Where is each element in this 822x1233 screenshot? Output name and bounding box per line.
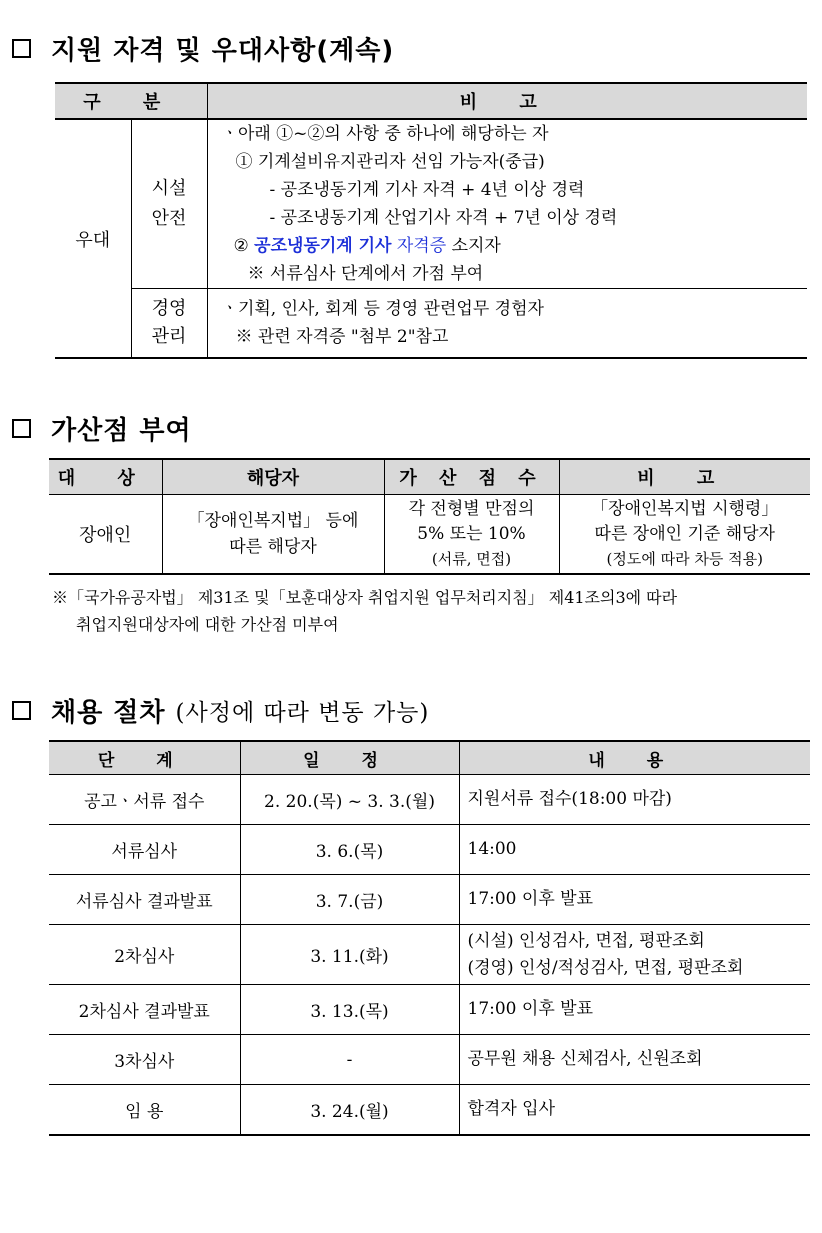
content-line: (시설) 인성검사, 면접, 평판조회 — [467, 930, 705, 951]
content-cell — [459, 925, 810, 985]
bonus-footnote — [52, 584, 677, 638]
checkbox-square-icon — [12, 419, 31, 438]
section-title-qualifications — [12, 30, 394, 67]
category-line: 경영 — [151, 298, 187, 319]
remarks-line: (정도에 따라 차등 적용) — [606, 549, 763, 568]
footnote-line: 취업지원대상자에 대한 가산점 미부여 — [76, 615, 339, 634]
remarks-line: 따른 장애인 기준 해당자 — [594, 523, 775, 544]
points-line: (서류, 면접) — [431, 549, 512, 568]
remark-line: ㆍ기획, 인사, 회계 등 경영 관련업무 경험자 — [221, 299, 544, 319]
section-title-text: 지원 자격 및 우대사항(계속) — [51, 36, 395, 66]
table-row — [49, 1085, 810, 1136]
eligible-line: 따른 해당자 — [229, 537, 317, 557]
facility-safety-remarks — [207, 119, 807, 289]
remark-note: ※ 서류심사 단계에서 가점 부여 — [247, 264, 484, 284]
header-content: 내 용 — [459, 741, 810, 775]
remarks-line: 「장애인복지법 시행령」 — [591, 498, 779, 519]
table-row — [49, 825, 810, 875]
date-cell: 3. 11.(화) — [240, 925, 459, 985]
date-cell: 3. 13.(목) — [240, 985, 459, 1035]
header-remarks: 비 고 — [207, 83, 807, 119]
highlight-colored: 자격증 — [396, 236, 447, 256]
category-line: 시설 — [151, 178, 187, 199]
section-title-text: 채용 절차 — [51, 698, 166, 728]
date-cell: 3. 24.(월) — [240, 1085, 459, 1136]
date-cell: 2. 20.(목) ~ 3. 3.(월) — [240, 775, 459, 825]
table-row — [49, 775, 810, 825]
content-cell: 지원서류 접수(18:00 마감) — [459, 775, 810, 825]
section-subtitle: (사정에 따라 변동 가능) — [175, 700, 430, 726]
table-row — [49, 925, 810, 985]
section-title-text: 가산점 부여 — [51, 416, 192, 446]
header-eligible: 해당자 — [162, 459, 384, 495]
header-target: 대 상 — [49, 459, 162, 495]
management-remarks — [207, 289, 807, 359]
points-line: 5% 또는 10% — [417, 523, 526, 544]
content-cell: 17:00 이후 발표 — [459, 875, 810, 925]
content-cell: 합격자 입사 — [459, 1085, 810, 1136]
date-cell: - — [240, 1035, 459, 1085]
content-cell: 17:00 이후 발표 — [459, 985, 810, 1035]
section-title-bonus — [12, 410, 192, 447]
remark-line: - 공조냉동기계 산업기사 자격 + 7년 이상 경력 — [269, 208, 618, 228]
eligible-cell — [162, 495, 384, 575]
table-row — [49, 1035, 810, 1085]
checkbox-square-icon — [12, 701, 31, 720]
footnote-line: ※「국가유공자법」 제31조 및「보훈대상자 취업지원 업무처리지침」 제41조의3에 따라 — [52, 588, 678, 607]
date-cell: 3. 7.(금) — [240, 875, 459, 925]
table-row — [49, 985, 810, 1035]
date-cell: 3. 6.(목) — [240, 825, 459, 875]
remark-line: ① 기계설비유지관리자 선임 가능자(중급) — [235, 152, 545, 172]
header-category: 구 분 — [55, 83, 207, 119]
preference-table — [55, 82, 807, 359]
remarks-cell — [559, 495, 810, 575]
header-date: 일 정 — [240, 741, 459, 775]
section-title-process — [12, 692, 429, 729]
eligible-line: 「장애인복지법」 등에 — [187, 511, 359, 531]
stage-cell: 2차심사 — [49, 925, 240, 985]
category-facility-safety — [131, 119, 207, 289]
stage-cell: 서류심사 결과발표 — [49, 875, 240, 925]
content-line: (경영) 인성/적성검사, 면접, 평판조회 — [467, 957, 744, 978]
process-table — [49, 740, 810, 1136]
target-cell: 장애인 — [49, 495, 162, 575]
remark-line-highlight — [208, 232, 808, 260]
bonus-table — [49, 458, 810, 575]
stage-cell: 3차심사 — [49, 1035, 240, 1085]
remark-line: - 공조냉동기계 기사 자격 + 4년 이상 경력 — [269, 180, 585, 200]
stage-cell: 공고ㆍ서류 접수 — [49, 775, 240, 825]
remark-line: ※ 관련 자격증 "첨부 2"참고 — [235, 327, 449, 347]
header-stage: 단 계 — [49, 741, 240, 775]
content-cell: 14:00 — [459, 825, 810, 875]
table-row — [49, 875, 810, 925]
group-label-preference: 우대 — [55, 119, 131, 358]
category-management — [131, 289, 207, 359]
points-cell — [384, 495, 559, 575]
checkbox-square-icon — [12, 39, 31, 58]
highlight-rest: 소지자 — [451, 236, 501, 256]
header-remarks: 비 고 — [559, 459, 810, 495]
header-points: 가 산 점 수 — [384, 459, 559, 495]
content-cell: 공무원 채용 신체검사, 신원조회 — [459, 1035, 810, 1085]
category-line: 안전 — [151, 208, 187, 229]
highlight-bold: 공조냉동기계 기사 — [254, 236, 392, 256]
remark-line: ㆍ아래 ①~②의 사항 중 하나에 해당하는 자 — [221, 124, 549, 144]
circled-number: ② — [233, 236, 249, 256]
points-line: 각 전형별 만점의 — [408, 498, 535, 519]
stage-cell: 2차심사 결과발표 — [49, 985, 240, 1035]
category-line: 관리 — [151, 326, 187, 347]
stage-cell: 서류심사 — [49, 825, 240, 875]
stage-cell: 임 용 — [49, 1085, 240, 1136]
